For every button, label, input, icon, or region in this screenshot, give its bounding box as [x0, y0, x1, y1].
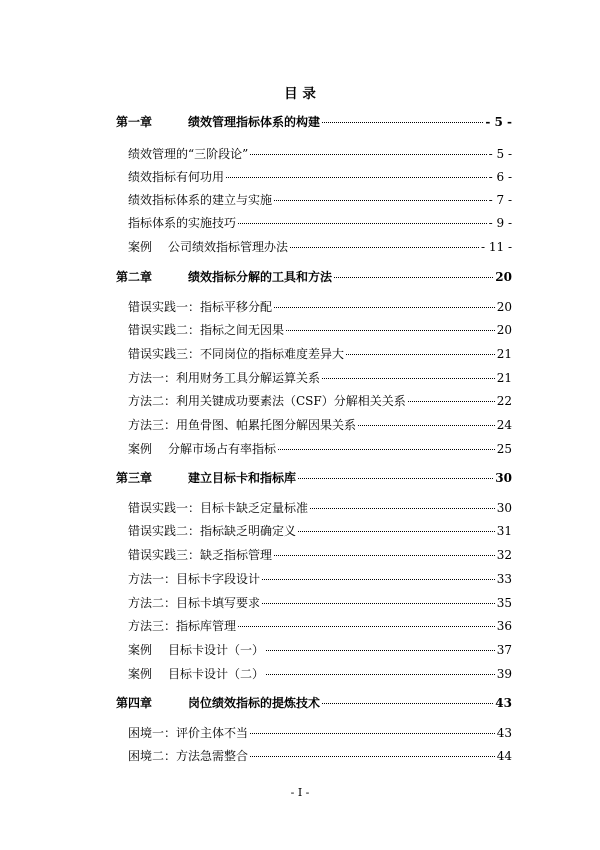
entry-page-number: - 9 - [488, 216, 512, 230]
entry-page-number: 36 [496, 619, 512, 633]
entry-title: 绩效管理指标体系的构建 [188, 115, 321, 129]
entry-title: 绩效管理的“三阶段论” [128, 147, 249, 161]
entry-title: 绩效指标分解的工具和方法 [188, 270, 333, 284]
case-label: 案例 [128, 667, 153, 681]
toc-chapter[interactable] [116, 268, 512, 285]
entry-title: 错误实践三：不同岗位的指标难度差异大 [128, 347, 345, 361]
dot-leader [408, 401, 495, 402]
entry-page-number: 30 [495, 471, 512, 485]
dot-leader [274, 200, 487, 201]
entry-title: 困境二：方法急需整合 [128, 749, 249, 763]
entry-title: 绩效指标体系的建立与实施 [128, 193, 273, 207]
dot-leader [278, 449, 495, 450]
chapter-number: 第四章 [116, 696, 153, 710]
entry-title: 方法三：用鱼骨图、帕累托图分解因果关系 [128, 418, 357, 432]
toc-section[interactable] [128, 522, 512, 539]
entry-title: 错误实践三：缺乏指标管理 [128, 548, 273, 562]
entry-page-number: 35 [496, 596, 512, 610]
dot-leader [310, 508, 495, 509]
entry-title: 绩效指标有何功用 [128, 170, 225, 184]
entry-title: 岗位绩效指标的提炼技术 [188, 696, 321, 710]
entry-page-number: - 7 - [488, 193, 512, 207]
entry-title: 错误实践一：指标平移分配 [128, 300, 273, 314]
entry-title: 错误实践二：指标之间无因果 [128, 323, 285, 337]
case-label: 案例 [128, 442, 153, 456]
dot-leader [322, 703, 493, 704]
dot-leader [250, 154, 486, 155]
dot-leader [274, 555, 495, 556]
entry-title: 方法一：利用财务工具分解运算关系 [128, 371, 321, 385]
toc-section[interactable] [128, 499, 512, 516]
toc-section[interactable] [128, 416, 512, 433]
toc-section[interactable] [128, 594, 512, 611]
chapter-number: 第三章 [116, 471, 153, 485]
toc-case[interactable] [128, 238, 512, 255]
entry-page-number: 44 [496, 749, 512, 763]
toc-section[interactable] [128, 345, 512, 362]
dot-leader [286, 330, 495, 331]
entry-page-number: - 11 - [480, 240, 512, 254]
dot-leader [266, 650, 495, 651]
toc-section[interactable] [128, 298, 512, 315]
dot-leader [274, 307, 495, 308]
dot-leader [266, 674, 495, 675]
dot-leader [262, 579, 495, 580]
entry-title: 方法三：指标库管理 [128, 619, 237, 633]
toc-chapter[interactable] [116, 694, 512, 711]
toc-section[interactable] [128, 724, 512, 741]
toc-section[interactable] [128, 392, 512, 409]
dot-leader [358, 425, 495, 426]
toc-section[interactable] [128, 546, 512, 563]
dot-leader [226, 177, 487, 178]
dot-leader [346, 354, 495, 355]
entry-page-number: - 6 - [488, 170, 512, 184]
toc-section[interactable] [128, 321, 512, 338]
toc-case[interactable] [128, 665, 512, 682]
entry-title: 目标卡设计（一） [168, 643, 265, 657]
entry-page-number: - 5 - [485, 115, 512, 129]
toc-chapter[interactable] [116, 469, 512, 486]
entry-title: 方法二：利用关键成功要素法（CSF）分解相关关系 [128, 394, 406, 408]
entry-page-number: 20 [495, 270, 512, 284]
entry-page-number: - 5 - [488, 147, 512, 161]
chapter-number: 第二章 [116, 270, 153, 284]
entry-title: 分解市场占有率指标 [168, 442, 277, 456]
entry-page-number: 25 [496, 442, 512, 456]
dot-leader [238, 626, 495, 627]
dot-leader [298, 478, 493, 479]
toc-section[interactable] [128, 747, 512, 764]
entry-title: 建立目标卡和指标库 [188, 471, 297, 485]
entry-page-number: 22 [496, 394, 512, 408]
entry-title: 错误实践二：指标缺乏明确定义 [128, 524, 297, 538]
dot-leader [298, 531, 495, 532]
toc-chapter[interactable] [116, 113, 512, 130]
toc-section[interactable] [128, 617, 512, 634]
dot-leader [334, 277, 493, 278]
entry-title: 错误实践一：目标卡缺乏定量标准 [128, 501, 309, 515]
toc-case[interactable] [128, 641, 512, 658]
toc-section[interactable] [128, 168, 512, 185]
entry-page-number: 20 [496, 323, 512, 337]
toc-section[interactable] [128, 570, 512, 587]
case-label: 案例 [128, 643, 153, 657]
toc-case[interactable] [128, 440, 512, 457]
dot-leader [322, 122, 483, 123]
toc-section[interactable] [128, 214, 512, 231]
entry-page-number: 30 [496, 501, 512, 515]
entry-title: 困境一：评价主体不当 [128, 726, 249, 740]
entry-title: 方法二：目标卡填写要求 [128, 596, 261, 610]
dot-leader [262, 603, 495, 604]
toc-section[interactable] [128, 369, 512, 386]
entry-page-number: 43 [495, 696, 512, 710]
entry-page-number: 21 [496, 371, 512, 385]
entry-page-number: 39 [496, 667, 512, 681]
entry-page-number: 20 [496, 300, 512, 314]
entry-page-number: 37 [496, 643, 512, 657]
entry-title: 方法一：目标卡字段设计 [128, 572, 261, 586]
dot-leader [250, 756, 495, 757]
entry-page-number: 33 [496, 572, 512, 586]
dot-leader [238, 223, 487, 224]
page-title: 目 录 [284, 86, 316, 102]
dot-leader [322, 378, 495, 379]
entry-title: 目标卡设计（二） [168, 667, 265, 681]
dot-leader [290, 247, 479, 248]
case-label: 案例 [128, 240, 153, 254]
chapter-number: 第一章 [116, 115, 153, 129]
entry-title: 公司绩效指标管理办法 [168, 240, 289, 254]
entry-page-number: 21 [496, 347, 512, 361]
entry-title: 指标体系的实施技巧 [128, 216, 237, 230]
page-number: - I - [290, 786, 310, 799]
entry-page-number: 32 [496, 548, 512, 562]
entry-page-number: 24 [496, 418, 512, 432]
toc-section[interactable] [128, 145, 512, 162]
dot-leader [250, 733, 495, 734]
toc-section[interactable] [128, 191, 512, 208]
entry-page-number: 43 [496, 726, 512, 740]
entry-page-number: 31 [496, 524, 512, 538]
